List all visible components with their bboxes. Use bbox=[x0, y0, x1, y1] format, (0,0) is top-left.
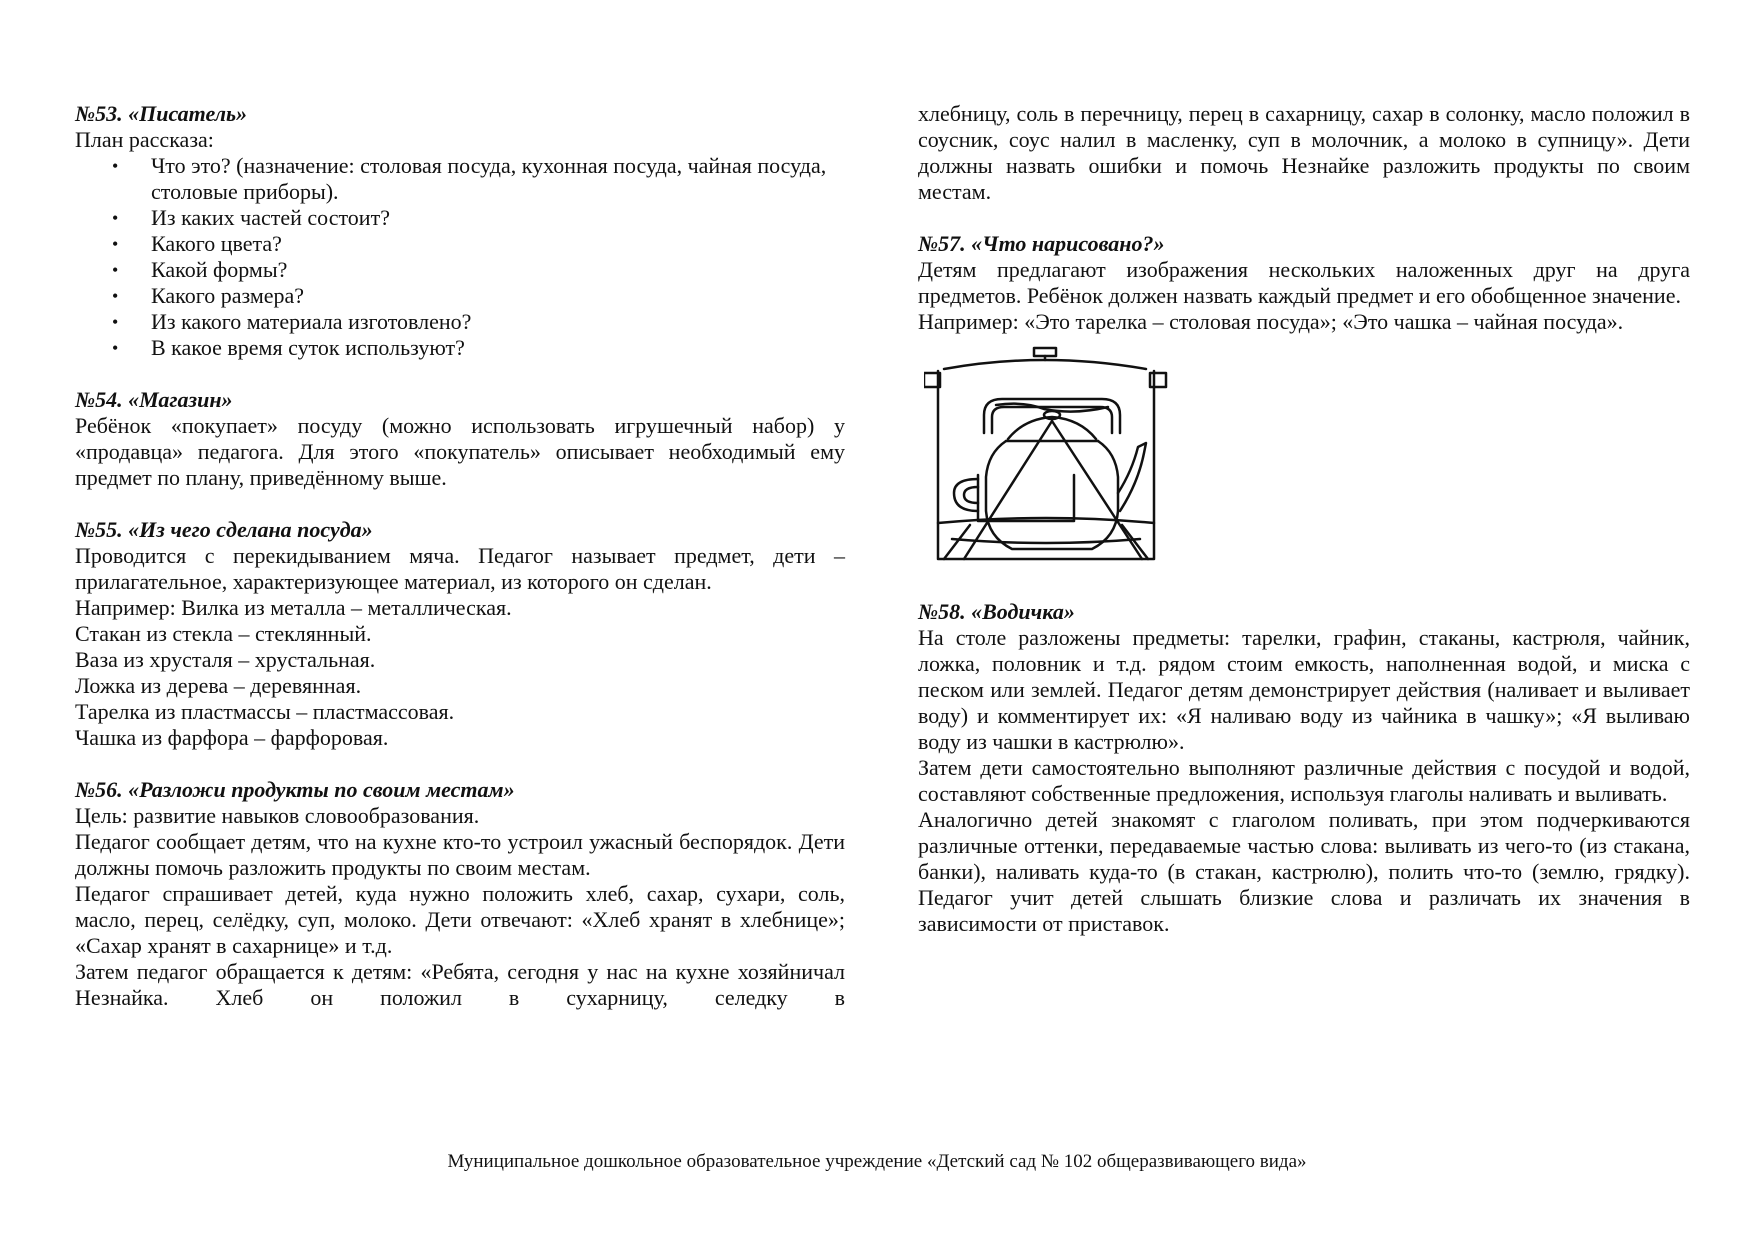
pot-right-handle bbox=[1150, 373, 1166, 387]
section-56-paragraph: Педагог сообщает детям, что на кухне кто-то устроил ужасный беспорядок. Дети должны помочь разложить продукты по своим местам. bbox=[75, 829, 845, 880]
section-56-continuation: хлебницу, соль в перечницу, перец в сахарницу, сахар в солонку, масло положил в соусник, соус налил в масленку, суп в молочник, а молоко в супницу». Дети должны назвать ошибки и помочь Незнайке разложить продукты по своим местам. bbox=[918, 101, 1690, 204]
story-plan-list bbox=[75, 153, 845, 361]
section-58-paragraph: На столе разложены предметы: тарелки, графин, стаканы, кастрюля, чайник, ложка, половник и т.д. рядом стоим емкость, наполненная водой, и миска с песком или землей. Педагог детям демонстрирует действия (наливает и выливает воду) и комментирует их: «Я наливаю воду из чайника в чашку»; «Я выливаю воду из чашки в кастрюлю». bbox=[918, 625, 1690, 754]
section-58-paragraph: Затем дети самостоятельно выполняют различные действия с посудой и водой, составляют собственные предложения, используя глаголы наливать и выливать. bbox=[918, 755, 1690, 806]
list-item: • Из какого материала изготовлено? bbox=[75, 309, 845, 335]
overlapping-dishes-illustration bbox=[924, 343, 1186, 569]
list-item: • Какого размера? bbox=[75, 283, 845, 309]
example-line: Тарелка из пластмассы – пластмассовая. bbox=[75, 699, 455, 724]
left-column bbox=[75, 101, 845, 1011]
example-line: Ложка из дерева – деревянная. bbox=[75, 673, 362, 698]
list-item: • Из каких частей состоит? bbox=[75, 205, 845, 231]
section-57-paragraph: Например: «Это тарелка – столовая посуда»; «Это чашка – чайная посуда». bbox=[918, 309, 1624, 334]
list-item: • Какой формы? bbox=[75, 257, 845, 283]
section-53-intro: План рассказа: bbox=[75, 127, 214, 152]
kettle-spout bbox=[1118, 443, 1146, 511]
section-54-text: Ребёнок «покупает» посуду (можно использовать игрушечный набор) у «продавца» педагога. Для этого «покупатель» описывает необходимый ему предмет по плану, приведённому выше. bbox=[75, 413, 845, 490]
section-57-title: №57. «Что нарисовано?» bbox=[918, 231, 1165, 256]
section-58-title: №58. «Водичка» bbox=[918, 599, 1075, 624]
section-55-text: Проводится с перекидыванием мяча. Педагог называет предмет, дети – прилагательное, характеризующее материал, из которого он сделан. bbox=[75, 543, 845, 594]
list-item: • Какого цвета? bbox=[75, 231, 845, 257]
example-line: Чашка из фарфора – фарфоровая. bbox=[75, 725, 389, 750]
section-53-title: №53. «Писатель» bbox=[75, 101, 248, 126]
example-line: Стакан из стекла – стеклянный. bbox=[75, 621, 372, 646]
cup-handle bbox=[954, 479, 978, 511]
section-55-title: №55. «Из чего сделана посуда» bbox=[75, 517, 373, 542]
section-54-title: №54. «Магазин» bbox=[75, 387, 233, 412]
example-line: Например: Вилка из металла – металлическая. bbox=[75, 595, 512, 620]
section-56-paragraph: Затем педагог обращается к детям: «Ребята, сегодня у нас на кухне хозяйничал Незнайка. Хлеб он положил в сухарницу, селедку в bbox=[75, 959, 845, 1010]
section-56-goal: Цель: развитие навыков словообразования. bbox=[75, 803, 480, 828]
example-line: Ваза из хрусталя – хрустальная. bbox=[75, 647, 376, 672]
list-item: • В какое время суток используют? bbox=[75, 335, 845, 361]
page-footer: Муниципальное дошкольное образовательное учреждение «Детский сад № 102 общеразвивающего вида» bbox=[447, 1151, 1307, 1172]
section-57-paragraph: Детям предлагают изображения нескольких наложенных друг на друга предметов. Ребёнок должен назвать каждый предмет и его обобщенное значение. bbox=[918, 257, 1690, 308]
section-56-paragraph: Педагог спрашивает детей, куда нужно положить хлеб, сахар, сухари, соль, масло, перец, селёдку, суп, молоко. Дети отвечают: «Хлеб хранят в хлебнице»; «Сахар хранят в сахарнице» и т.д. bbox=[75, 881, 845, 958]
section-56-title: №56. «Разложи продукты по своим местам» bbox=[75, 777, 515, 802]
list-item: • Что это? (назначение: столовая посуда, кухонная посуда, чайная посуда, столовые приборы). bbox=[75, 153, 845, 205]
pot-lid-outline bbox=[944, 360, 1146, 369]
section-58-paragraph: Аналогично детей знакомят с глаголом поливать, при этом подчеркиваются различные оттенки, передаваемые частью слова: выливать из чего-то (из стакана, банки), наливать куда-то (в стакан, кастрюлю), полить что-то (землю, грядку). Педагог учит детей слышать близкие слова и различать их значения в зависимости от приставок. bbox=[918, 807, 1690, 936]
right-column bbox=[918, 101, 1690, 937]
